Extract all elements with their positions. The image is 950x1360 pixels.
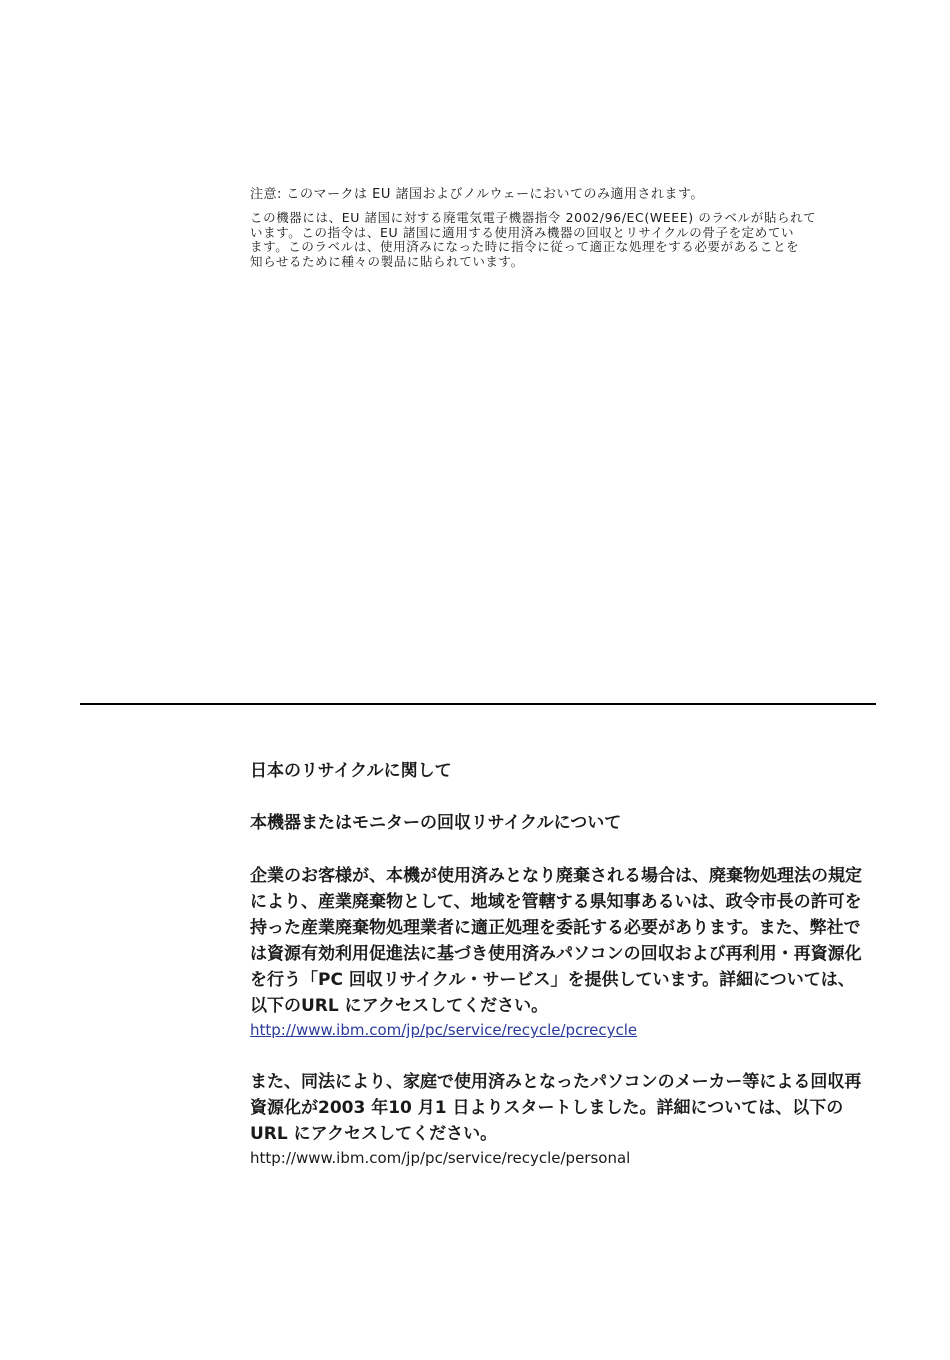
section-title: 日本のリサイクルに関して <box>250 761 452 781</box>
paragraph-line: 資源化が2003 年10 月1 日よりスタートしました。詳細については、以下の <box>250 1098 844 1118</box>
section-divider <box>80 703 876 705</box>
corporate-recycling-paragraph <box>250 863 875 1041</box>
pcrecycle-link[interactable]: http://www.ibm.com/jp/pc/service/recycle/pcrecycle <box>250 1021 638 1039</box>
section-subtitle: 本機器またはモニターの回収リサイクルについて <box>250 813 622 833</box>
paragraph-line: は資源有効利用促進法に基づき使用済みパソコンの回収および再利用・再資源化 <box>250 944 862 964</box>
personal-recycle-url: http://www.ibm.com/jp/pc/service/recycle/personal <box>250 1149 631 1167</box>
japan-recycling-section <box>250 759 875 1169</box>
eu-notice-body <box>250 211 875 269</box>
eu-notice-line: この機器には、EU 諸国に対する廃電気電子機器指令 2002/96/EC(WEEE) のラベルが貼られて <box>250 210 817 225</box>
paragraph-line: により、産業廃棄物として、地域を管轄する県知事あるいは、政令市長の許可を <box>250 892 862 912</box>
eu-notice-line: 知らせるために種々の製品に貼られています。 <box>250 253 524 269</box>
eu-notice-heading: 注意: このマークは EU 諸国およびノルウェーにおいてのみ適用されます。 <box>250 187 704 202</box>
eu-weee-notice <box>250 186 875 269</box>
paragraph-line: URL にアクセスしてください。 <box>250 1124 498 1144</box>
paragraph-line: 持った産業廃棄物処理業者に適正処理を委託する必要があります。また、弊社で <box>250 918 861 938</box>
paragraph-line: 企業のお客様が、本機が使用済みとなり廃棄される場合は、廃棄物処理法の規定 <box>250 866 862 886</box>
paragraph-line: を行う「PC 回収リサイクル・サービス」を提供しています。詳細については、 <box>250 970 855 990</box>
eu-notice-line: います。この指令は、EU 諸国に適用する使用済み機器の回収とリサイクルの骨子を定めてい <box>250 224 795 240</box>
household-recycling-paragraph <box>250 1069 875 1169</box>
paragraph-line: 以下のURL にアクセスしてください。 <box>250 996 549 1016</box>
eu-notice-line: ます。このラベルは、使用済みになった時に指令に従って適正な処理をする必要があることを <box>250 239 800 254</box>
paragraph-line: また、同法により、家庭で使用済みとなったパソコンのメーカー等による回収再 <box>250 1072 862 1092</box>
